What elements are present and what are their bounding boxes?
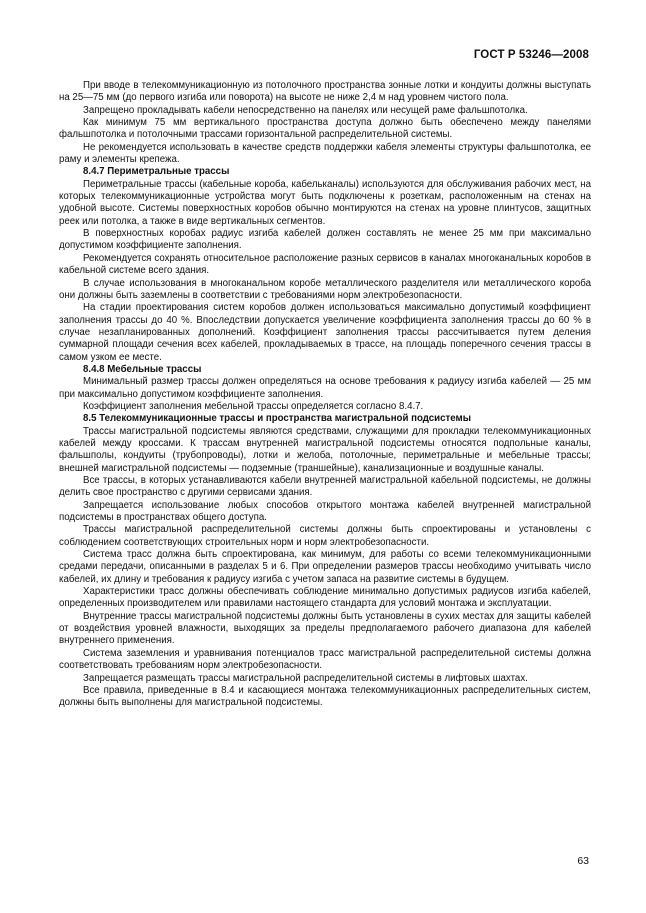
paragraph: Все трассы, в которых устанавливаются кабели внутренней магистральной кабельной подсистемы, не должны делить свое пространство с другими сервисами здания.: [59, 475, 591, 499]
paragraph: Запрещено прокладывать кабели непосредственно на панелях или несущей раме фальшпотолка.: [83, 104, 528, 116]
paragraph: Все правила, приведенные в 8.4 и касающиеся монтажа телекоммуникационных распределительных систем, должны быть выполнены для магистральной подсистемы.: [59, 684, 591, 709]
paragraph: Запрещается размещать трассы магистральной распределительной системы в лифтовых шахтах.: [83, 672, 528, 684]
paragraph: Трассы магистральной подсистемы являются средствами, служащими для прокладки телекоммуникационных кабелей между кроссами. К трассам внутренней магистральной подсистемы относятся подпольные каналы, фальшполы, кондуиты (трубопроводы), лотки и желоба, потолочные, периметральные и мебельные трассы; внешней магистральной подсистемы — подземные (траншейные), канализационные и воздушные каналы.: [59, 425, 591, 474]
paragraph: На стадии проектирования систем коробов должен использоваться максимально допустимый коэффициент заполнения трассы до 40 %. Впоследствии допускается увеличение коэффициента заполнения трассы до 60 % в случае незапланированных дополнений. Коэффициент заполнения трассы рассчитывается путем деления суммарной площади сечения всех кабелей, прокладываемых в трассе, на площадь поперечного сечения трассы в самом узком ее месте.: [59, 302, 591, 363]
paragraph: Коэффициент заполнения мебельной трассы определяется согласно 8.4.7.: [83, 400, 424, 412]
paragraph: Не рекомендуется использовать в качестве средств поддержки кабеля элементы структуры фальшпотолка, ее раму и элементы крепежа.: [59, 141, 591, 166]
paragraph: Система заземления и уравнивания потенциалов трасс магистральной распределительной системы должна соответствовать требованиям норм электробезопасности.: [59, 647, 591, 672]
section-heading: 8.5 Телекоммуникационные трассы и пространства магистральной подсистемы: [83, 413, 471, 425]
paragraph: Внутренние трассы магистральной подсистемы должны быть установлены в сухих местах для защиты кабелей от воздействия уровней влажности, выходящих за пределы предполагаемого рабочего диапазона для кабелей внутреннего применения.: [59, 610, 591, 647]
document-code: ГОСТ Р 53246—2008: [473, 49, 589, 61]
paragraph: Характеристики трасс должны обеспечивать соблюдение минимально допустимых радиусов изгиба кабелей, определенных производителем или правилами настоящего стандарта для условий монтажа и эксплуатации.: [59, 586, 591, 610]
paragraph: Запрещается использование любых способов открытого монтажа кабелей внутренней магистральной подсистемы в пространствах общего доступа.: [59, 499, 591, 524]
paragraph: Как минимум 75 мм вертикального пространства доступа должно быть обеспечено между панелями фальшпотолка и потолочными трассами горизонтальной распределительной системы.: [59, 117, 591, 141]
paragraph: Минимальный размер трассы должен определяться на основе требования к радиусу изгиба кабелей — 25 мм при максимально допустимом коэффициенте заполнения.: [59, 376, 591, 400]
paragraph: При вводе в телекоммуникационную из потолочного пространства зонные лотки и кондуиты должны выступать на 25—75 мм (до первого изгиба или поворота) на высоте не ниже 2,4 м над уровнем чистого пола.: [59, 80, 591, 104]
paragraph: Система трасс должна быть спроектирована, как минимум, для работы со всеми телекоммуникационными средами передачи, описанными в разделах 5 и 6. При определении размеров трассы необходимо учитывать число кабелей, их длину и требования к радиусу изгиба с учетом запаса на развитие системы в будущем.: [59, 549, 591, 585]
paragraph: Трассы магистральной распределительной системы должны быть спроектированы и установлены с соблюдением соответствующих строительных норм и норм электробезопасности.: [59, 524, 591, 548]
section-heading: 8.4.7 Периметральные трассы: [83, 166, 230, 178]
paragraph: Рекомендуется сохранять относительное расположение разных сервисов в каналах многоканальных коробов в кабельной системе всего здания.: [59, 252, 591, 277]
paragraph: Периметральные трассы (кабельные короба, кабельканалы) используются для обслуживания рабочих мест, на которых телекоммуникационные устройства могут быть подключены к розеткам, расположенным на стенах на удобной высоте. Системы поверхностных коробов обычно монтируются на стенах на уровне плинтусов, защитных реек или потолка, а также в виде вертикальных сегментов.: [59, 178, 591, 227]
document-body: [59, 80, 591, 710]
paragraph: В поверхностных коробах радиус изгиба кабелей должен составлять не менее 25 мм при максимально допустимом коэффициенте заполнения.: [59, 228, 591, 252]
paragraph: В случае использования в многоканальном коробе металлического разделителя или металлического короба они должны быть заземлены в соответствии с требованиями норм электробезопасности.: [59, 277, 591, 301]
page-number: 63: [577, 855, 589, 867]
section-heading: 8.4.8 Мебельные трассы: [83, 363, 202, 375]
